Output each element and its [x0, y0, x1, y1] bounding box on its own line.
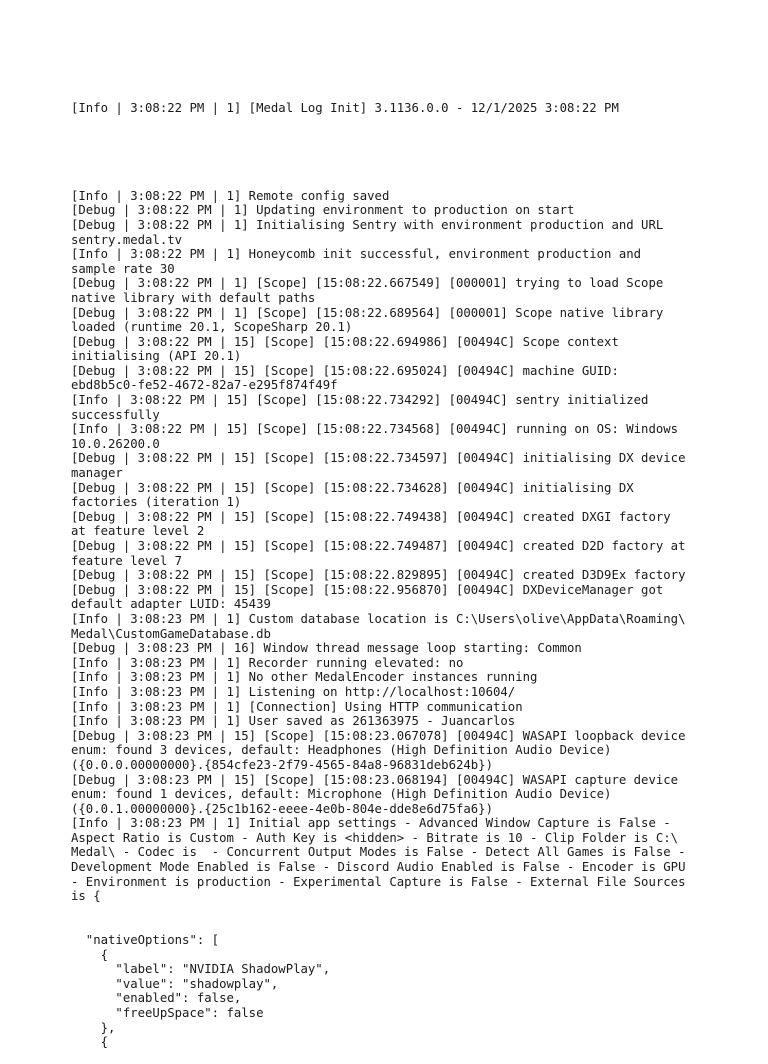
log-line: [Debug | 3:08:22 PM | 15] [Scope] [15:08:22.695024] [00494C] machine GUID: — [71, 363, 619, 378]
log-line: [Info | 3:08:22 PM | 1] Remote config saved — [71, 188, 390, 203]
log-line: [Debug | 3:08:22 PM | 15] [Scope] [15:08:22.749487] [00494C] created D2D factory at — [71, 539, 686, 553]
log-line: [Info | 3:08:23 PM | 1] Initial app settings - Advanced Window Capture is False - — [71, 816, 671, 831]
json-line: }, — [71, 1020, 116, 1035]
json-line: "nativeOptions": [ — [71, 933, 220, 948]
json-line: "label": "NVIDIA ShadowPlay", — [71, 962, 331, 977]
log-line: [Info | 3:08:23 PM | 1] Custom database location is C:\Users\olive\AppData\Roaming\ — [71, 611, 686, 626]
log-line: manager — [71, 466, 123, 481]
log-line: [Debug | 3:08:22 PM | 1] [Scope] [15:08:22.667549] [000001] trying to load Scope — [71, 276, 664, 291]
log-line: [Debug | 3:08:23 PM | 15] [Scope] [15:08:23.068194] [00494C] WASAPI capture device — [71, 772, 679, 787]
log-line: loaded (runtime 20.1, ScopeSharp 20.1) — [71, 320, 353, 335]
log-line: [Debug | 3:08:23 PM | 15] [Scope] [15:08:23.067078] [00494C] WASAPI loopback device — [71, 728, 686, 743]
json-line: { — [71, 1035, 109, 1050]
log-line: [Info | 3:08:22 PM | 15] [Scope] [15:08:22.734292] [00494C] sentry initialized — [71, 393, 649, 408]
log-line: [Debug | 3:08:22 PM | 15] [Scope] [15:08:22.694986] [00494C] Scope context — [71, 334, 619, 349]
log-line: [Info | 3:08:23 PM | 1] No other MedalEncoder instances running — [71, 670, 538, 685]
log-line: ebd8b5c0-fe52-4672-82a7-e295f874f49f — [71, 378, 338, 393]
log-line: [Info | 3:08:23 PM | 1] Listening on http://localhost:10604/ — [71, 684, 516, 699]
log-line: [Debug | 3:08:22 PM | 15] [Scope] [15:08:22.956870] [00494C] DXDeviceManager got — [71, 582, 664, 597]
log-line: factories (iteration 1) — [71, 495, 242, 510]
log-line: [Debug | 3:08:22 PM | 1] [Scope] [15:08:22.689564] [000001] Scope native library — [71, 305, 664, 320]
log-line: ({0.0.1.00000000}.{25c1b162-eeee-4e0b-804e-dde8e6d75fa6}) — [71, 801, 493, 816]
log-line: default adapter LUID: 45439 — [71, 597, 271, 612]
log-header-line: [Info | 3:08:22 PM | 1] [Medal Log Init] 3.1136.0.0 - 12/1/2025 3:08:22 PM — [71, 101, 619, 116]
log-line: initialising (API 20.1) — [71, 349, 242, 364]
log-line: enum: found 3 devices, default: Headphones (High Definition Audio Device) — [71, 743, 612, 758]
log-line: [Debug | 3:08:22 PM | 15] [Scope] [15:08:22.829895] [00494C] created D3D9Ex factory — [71, 568, 686, 583]
log-line: Development Mode Enabled is False - Discord Audio Enabled is False - Encoder is GPU — [71, 860, 686, 875]
log-line: [Debug | 3:08:22 PM | 1] Updating environment to production on start — [71, 203, 575, 218]
blank-line — [71, 145, 711, 160]
log-line: feature level 7 — [71, 553, 183, 568]
log-line: [Info | 3:08:22 PM | 1] Honeycomb init successful, environment production and — [71, 247, 642, 262]
log-line: [Debug | 3:08:23 PM | 16] Window thread message loop starting: Common — [71, 641, 582, 656]
log-line: Medal\ - Codec is - Concurrent Output Modes is False - Detect All Games is False - — [71, 845, 686, 860]
log-line: enum: found 1 devices, default: Microphone (High Definition Audio Device) — [71, 787, 612, 802]
json-block — [71, 933, 711, 1050]
log-line: 10.0.26200.0 — [71, 436, 160, 451]
log-line: [Debug | 3:08:22 PM | 15] [Scope] [15:08:22.734597] [00494C] initialising DX device — [71, 451, 686, 466]
log-line: at feature level 2 — [71, 524, 205, 539]
log-line: [Info | 3:08:23 PM | 1] [Connection] Using HTTP communication — [71, 699, 523, 714]
json-line: "enabled": false, — [71, 991, 242, 1006]
log-line: native library with default paths — [71, 290, 316, 305]
log-line: Medal\CustomGameDatabase.db — [71, 626, 271, 641]
log-line: [Debug | 3:08:22 PM | 15] [Scope] [15:08:22.734628] [00494C] initialising DX — [71, 480, 634, 495]
log-lines — [71, 189, 711, 904]
json-line: "freeUpSpace": false — [71, 1006, 264, 1020]
log-line: [Debug | 3:08:22 PM | 15] [Scope] [15:08:22.749438] [00494C] created DXGI factory — [71, 509, 671, 524]
log-line: [Debug | 3:08:22 PM | 1] Initialising Sentry with environment production and URL — [71, 217, 664, 232]
log-line: sentry.medal.tv — [71, 232, 183, 247]
log-line: ({0.0.0.00000000}.{854cfe23-2f79-4565-84a8-96831deb624b}) — [71, 757, 493, 772]
log-document — [71, 72, 711, 1064]
log-line: [Info | 3:08:23 PM | 1] Recorder running elevated: no — [71, 655, 464, 670]
log-line: Aspect Ratio is Custom - Auth Key is <hidden> - Bitrate is 10 - Clip Folder is C:\ — [71, 830, 679, 845]
json-line: { — [71, 947, 109, 962]
log-line: sample rate 30 — [71, 261, 175, 276]
json-line: "value": "shadowplay", — [71, 976, 279, 991]
log-line: is { — [71, 889, 101, 904]
log-line: [Info | 3:08:23 PM | 1] User saved as 261363975 - Juancarlos — [71, 714, 516, 729]
log-line: - Environment is production - Experimental Capture is False - External File Sources — [71, 874, 686, 889]
log-line: [Info | 3:08:22 PM | 15] [Scope] [15:08:22.734568] [00494C] running on OS: Windows — [71, 422, 679, 437]
log-line: successfully — [71, 407, 160, 422]
